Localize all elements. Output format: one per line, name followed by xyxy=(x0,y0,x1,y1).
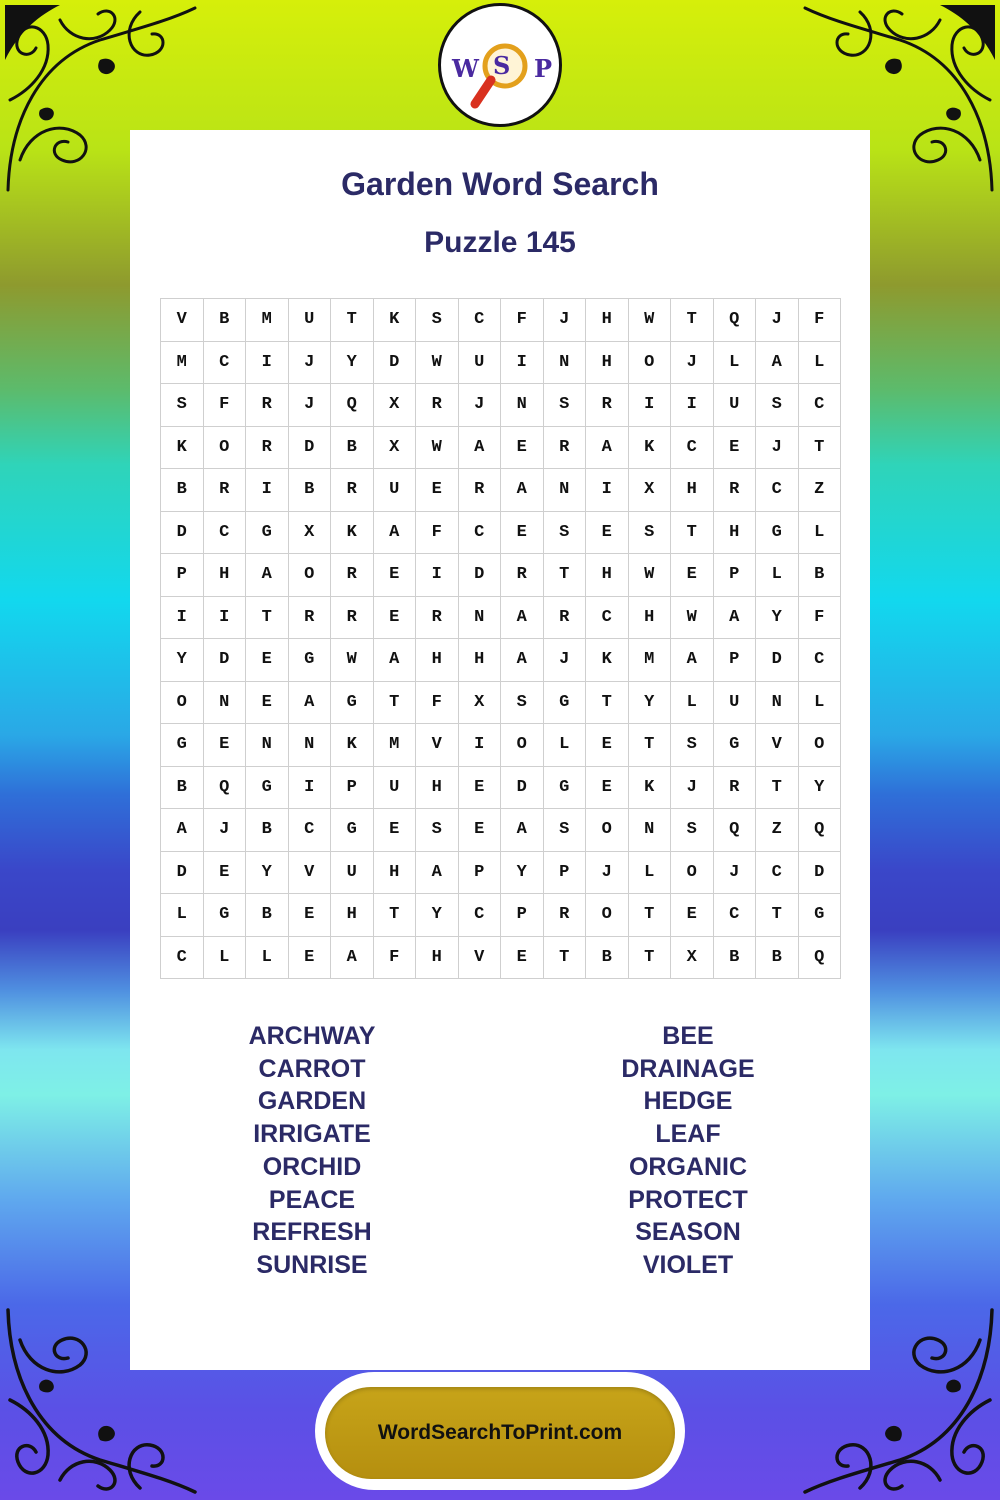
grid-cell[interactable]: C xyxy=(161,936,204,979)
grid-cell[interactable]: A xyxy=(373,511,416,554)
grid-cell[interactable]: E xyxy=(373,554,416,597)
grid-cell[interactable]: O xyxy=(671,851,714,894)
word-list-item: VIOLET xyxy=(642,1250,734,1279)
grid-cell[interactable]: U xyxy=(713,681,756,724)
grid-cell[interactable]: W xyxy=(628,554,671,597)
grid-cell[interactable]: S xyxy=(671,724,714,767)
word-list-item: BEE xyxy=(662,1022,714,1050)
grid-cell[interactable]: A xyxy=(246,554,289,597)
grid-cell[interactable]: E xyxy=(501,426,544,469)
grid-cell[interactable]: H xyxy=(671,469,714,512)
grid-cell[interactable]: U xyxy=(713,384,756,427)
grid-cell[interactable]: K xyxy=(628,766,671,809)
grid-cell[interactable]: O xyxy=(586,894,629,937)
word-list-item: PROTECT xyxy=(628,1185,748,1214)
grid-cell[interactable]: T xyxy=(628,894,671,937)
grid-cell[interactable]: G xyxy=(543,681,586,724)
grid-cell[interactable]: N xyxy=(543,469,586,512)
grid-cell[interactable]: B xyxy=(331,426,374,469)
grid-cell[interactable]: G xyxy=(798,894,841,937)
word-list-item: DRAINAGE xyxy=(621,1054,755,1083)
grid-cell[interactable]: Y xyxy=(628,681,671,724)
site-logo[interactable] xyxy=(438,3,562,127)
grid-cell[interactable]: G xyxy=(288,639,331,682)
grid-cell[interactable]: L xyxy=(798,341,841,384)
grid-cell[interactable]: T xyxy=(543,936,586,979)
grid-cell[interactable]: G xyxy=(543,766,586,809)
word-list-item: CARROT xyxy=(258,1054,366,1083)
grid-cell[interactable]: Y xyxy=(756,596,799,639)
grid-cell[interactable]: P xyxy=(713,639,756,682)
grid-cell[interactable]: S xyxy=(543,384,586,427)
grid-cell[interactable]: T xyxy=(756,894,799,937)
grid-row xyxy=(161,384,841,427)
grid-cell[interactable]: Z xyxy=(798,469,841,512)
grid-cell[interactable]: Y xyxy=(798,766,841,809)
grid-cell[interactable]: B xyxy=(586,936,629,979)
grid-cell[interactable]: B xyxy=(161,469,204,512)
grid-row xyxy=(161,681,841,724)
grid-cell[interactable]: Y xyxy=(161,639,204,682)
grid-cell[interactable]: E xyxy=(586,511,629,554)
grid-cell[interactable]: R xyxy=(331,554,374,597)
grid-cell[interactable]: N xyxy=(756,681,799,724)
grid-cell[interactable]: R xyxy=(543,894,586,937)
grid-cell[interactable]: L xyxy=(756,554,799,597)
grid-cell[interactable]: O xyxy=(628,341,671,384)
grid-cell[interactable]: K xyxy=(586,639,629,682)
grid-cell[interactable]: I xyxy=(671,384,714,427)
grid-cell[interactable]: K xyxy=(628,426,671,469)
grid-cell[interactable]: T xyxy=(373,681,416,724)
grid-cell[interactable]: S xyxy=(161,384,204,427)
grid-cell[interactable]: N xyxy=(458,596,501,639)
grid-cell[interactable]: E xyxy=(671,894,714,937)
grid-cell[interactable]: B xyxy=(246,809,289,852)
grid-row xyxy=(161,766,841,809)
page-title: Garden Word Search xyxy=(341,166,659,202)
grid-cell[interactable]: N xyxy=(246,724,289,767)
grid-cell[interactable]: E xyxy=(246,639,289,682)
grid-cell[interactable]: E xyxy=(373,596,416,639)
grid-cell[interactable]: F xyxy=(416,511,459,554)
grid-cell[interactable]: A xyxy=(458,426,501,469)
grid-cell[interactable]: H xyxy=(586,554,629,597)
grid-cell[interactable]: C xyxy=(713,894,756,937)
grid-cell[interactable]: W xyxy=(416,426,459,469)
word-list-item: PEACE xyxy=(268,1185,356,1214)
grid-cell[interactable]: H xyxy=(458,639,501,682)
grid-cell[interactable]: Y xyxy=(416,894,459,937)
grid-cell[interactable]: L xyxy=(671,681,714,724)
grid-cell[interactable]: C xyxy=(288,809,331,852)
grid-cell[interactable]: A xyxy=(161,809,204,852)
word-list-item: GARDEN xyxy=(257,1087,367,1116)
grid-cell[interactable]: A xyxy=(713,596,756,639)
grid-cell[interactable]: H xyxy=(416,639,459,682)
grid-cell[interactable]: C xyxy=(458,299,501,342)
word-list-item: IRRIGATE xyxy=(253,1120,371,1149)
grid-cell[interactable]: I xyxy=(416,554,459,597)
grid-cell[interactable]: K xyxy=(161,426,204,469)
word-list-item: SEASON xyxy=(635,1218,741,1247)
grid-cell[interactable]: V xyxy=(756,724,799,767)
grid-cell[interactable]: Y xyxy=(246,851,289,894)
grid-cell[interactable]: H xyxy=(586,299,629,342)
grid-cell[interactable]: T xyxy=(671,299,714,342)
grid-cell[interactable]: R xyxy=(713,469,756,512)
grid-cell[interactable]: O xyxy=(501,724,544,767)
grid-cell[interactable]: V xyxy=(416,724,459,767)
grid-cell[interactable]: R xyxy=(713,766,756,809)
grid-cell[interactable]: Q xyxy=(713,809,756,852)
grid-cell[interactable]: K xyxy=(331,724,374,767)
grid-cell[interactable]: V xyxy=(458,936,501,979)
grid-cell[interactable]: F xyxy=(798,299,841,342)
grid-cell[interactable]: X xyxy=(458,681,501,724)
grid-cell[interactable]: C xyxy=(586,596,629,639)
grid-cell[interactable]: L xyxy=(161,894,204,937)
grid-cell[interactable]: O xyxy=(288,554,331,597)
grid-cell[interactable]: U xyxy=(288,299,331,342)
grid-cell[interactable]: J xyxy=(671,341,714,384)
grid-cell[interactable]: P xyxy=(501,894,544,937)
grid-cell[interactable]: C xyxy=(458,894,501,937)
grid-row xyxy=(161,596,841,639)
grid-cell[interactable]: B xyxy=(756,936,799,979)
grid-row xyxy=(161,894,841,937)
grid-cell[interactable]: F xyxy=(373,936,416,979)
grid-cell[interactable]: H xyxy=(586,341,629,384)
grid-row xyxy=(161,724,841,767)
grid-cell[interactable]: E xyxy=(203,851,246,894)
grid-cell[interactable]: M xyxy=(373,724,416,767)
grid-cell[interactable]: P xyxy=(713,554,756,597)
grid-cell[interactable]: K xyxy=(331,511,374,554)
grid-cell[interactable]: J xyxy=(756,426,799,469)
letter-grid xyxy=(160,298,841,979)
grid-row xyxy=(161,639,841,682)
puzzle-number: Puzzle 145 xyxy=(424,226,576,259)
grid-cell[interactable]: H xyxy=(416,766,459,809)
grid-cell[interactable]: S xyxy=(628,511,671,554)
grid-row xyxy=(161,809,841,852)
grid-cell[interactable]: R xyxy=(246,426,289,469)
grid-cell[interactable]: C xyxy=(798,639,841,682)
grid-cell[interactable]: D xyxy=(501,766,544,809)
grid-cell[interactable]: A xyxy=(501,809,544,852)
grid-cell[interactable]: B xyxy=(203,299,246,342)
grid-cell[interactable]: C xyxy=(458,511,501,554)
grid-cell[interactable]: J xyxy=(713,851,756,894)
grid-cell[interactable]: E xyxy=(501,511,544,554)
grid-cell[interactable]: H xyxy=(331,894,374,937)
grid-cell[interactable]: J xyxy=(756,299,799,342)
grid-cell[interactable]: F xyxy=(416,681,459,724)
grid-cell[interactable]: I xyxy=(586,469,629,512)
grid-cell[interactable]: W xyxy=(331,639,374,682)
grid-cell[interactable]: E xyxy=(203,724,246,767)
grid-cell[interactable]: Z xyxy=(756,809,799,852)
grid-cell[interactable]: W xyxy=(628,299,671,342)
grid-cell[interactable]: R xyxy=(331,596,374,639)
grid-cell[interactable]: N xyxy=(501,384,544,427)
grid-cell[interactable]: W xyxy=(416,341,459,384)
grid-cell[interactable]: A xyxy=(331,936,374,979)
grid-cell[interactable]: M xyxy=(628,639,671,682)
grid-cell[interactable]: H xyxy=(373,851,416,894)
grid-cell[interactable]: Q xyxy=(798,936,841,979)
grid-cell[interactable]: E xyxy=(288,936,331,979)
grid-cell[interactable]: B xyxy=(246,894,289,937)
grid-cell[interactable]: R xyxy=(203,469,246,512)
grid-cell[interactable]: T xyxy=(543,554,586,597)
grid-cell[interactable]: Q xyxy=(713,299,756,342)
grid-cell[interactable]: G xyxy=(161,724,204,767)
grid-cell[interactable]: E xyxy=(501,936,544,979)
puzzle-card xyxy=(130,130,870,1370)
grid-cell[interactable]: C xyxy=(798,384,841,427)
grid-cell[interactable]: G xyxy=(756,511,799,554)
grid-cell[interactable]: D xyxy=(288,426,331,469)
grid-cell[interactable]: S xyxy=(671,809,714,852)
grid-cell[interactable]: C xyxy=(756,851,799,894)
grid-cell[interactable]: X xyxy=(373,426,416,469)
grid-cell[interactable]: H xyxy=(628,596,671,639)
grid-cell[interactable]: J xyxy=(543,639,586,682)
grid-cell[interactable]: D xyxy=(756,639,799,682)
word-list-item: ORGANIC xyxy=(628,1152,748,1181)
grid-cell[interactable]: I xyxy=(501,341,544,384)
grid-cell[interactable]: W xyxy=(671,596,714,639)
grid-cell[interactable]: E xyxy=(671,554,714,597)
grid-cell[interactable]: A xyxy=(586,426,629,469)
grid-cell[interactable]: J xyxy=(586,851,629,894)
word-list-item: ARCHWAY xyxy=(248,1022,376,1050)
grid-cell[interactable]: I xyxy=(161,596,204,639)
grid-cell[interactable]: M xyxy=(161,341,204,384)
grid-cell[interactable]: L xyxy=(798,511,841,554)
grid-cell[interactable]: T xyxy=(246,596,289,639)
grid-cell[interactable]: B xyxy=(798,554,841,597)
grid-cell[interactable]: G xyxy=(331,681,374,724)
grid-cell[interactable]: I xyxy=(628,384,671,427)
grid-cell[interactable]: R xyxy=(543,596,586,639)
grid-cell[interactable]: T xyxy=(798,426,841,469)
grid-cell[interactable]: Y xyxy=(501,851,544,894)
grid-cell[interactable]: A xyxy=(416,851,459,894)
grid-cell[interactable]: R xyxy=(543,426,586,469)
grid-cell[interactable]: I xyxy=(458,724,501,767)
logo-letter-p: P xyxy=(534,54,553,83)
grid-cell[interactable]: D xyxy=(798,851,841,894)
grid-cell[interactable]: O xyxy=(203,426,246,469)
grid-cell[interactable]: X xyxy=(671,936,714,979)
grid-row xyxy=(161,936,841,979)
grid-cell[interactable]: T xyxy=(671,511,714,554)
grid-cell[interactable]: P xyxy=(543,851,586,894)
grid-cell[interactable]: C xyxy=(756,469,799,512)
grid-cell[interactable]: Q xyxy=(331,384,374,427)
grid-cell[interactable]: U xyxy=(458,341,501,384)
word-list-item: ORCHID xyxy=(262,1152,362,1181)
grid-cell[interactable]: A xyxy=(501,639,544,682)
grid-cell[interactable]: O xyxy=(798,724,841,767)
word-list-item: LEAF xyxy=(655,1120,721,1149)
grid-cell[interactable]: L xyxy=(543,724,586,767)
grid-cell[interactable]: V xyxy=(161,299,204,342)
grid-cell[interactable]: J xyxy=(671,766,714,809)
grid-cell[interactable]: P xyxy=(458,851,501,894)
grid-cell[interactable]: Y xyxy=(331,341,374,384)
grid-cell[interactable]: A xyxy=(501,596,544,639)
grid-cell[interactable]: X xyxy=(288,511,331,554)
grid-cell[interactable]: P xyxy=(161,554,204,597)
grid-cell[interactable]: T xyxy=(373,894,416,937)
logo-letter-s: S xyxy=(493,51,511,80)
grid-cell[interactable]: E xyxy=(586,766,629,809)
grid-cell[interactable]: J xyxy=(543,299,586,342)
grid-cell[interactable]: T xyxy=(586,681,629,724)
grid-cell[interactable]: R xyxy=(501,554,544,597)
grid-cell[interactable]: I xyxy=(288,766,331,809)
grid-cell[interactable]: B xyxy=(161,766,204,809)
grid-cell[interactable]: D xyxy=(161,511,204,554)
grid-cell[interactable]: D xyxy=(373,341,416,384)
grid-cell[interactable]: S xyxy=(416,299,459,342)
grid-cell[interactable]: P xyxy=(331,766,374,809)
grid-cell[interactable]: D xyxy=(161,851,204,894)
grid-cell[interactable]: X xyxy=(628,469,671,512)
grid-cell[interactable]: H xyxy=(713,511,756,554)
grid-cell[interactable]: E xyxy=(458,766,501,809)
grid-row xyxy=(161,554,841,597)
grid-cell[interactable]: H xyxy=(416,936,459,979)
grid-cell[interactable]: R xyxy=(331,469,374,512)
grid-cell[interactable]: E xyxy=(416,469,459,512)
grid-cell[interactable]: C xyxy=(203,511,246,554)
grid-cell[interactable]: M xyxy=(246,299,289,342)
grid-cell[interactable]: L xyxy=(628,851,671,894)
grid-cell[interactable]: F xyxy=(798,596,841,639)
grid-cell[interactable]: E xyxy=(288,894,331,937)
grid-cell[interactable]: B xyxy=(713,936,756,979)
grid-cell[interactable]: A xyxy=(501,469,544,512)
grid-cell[interactable]: A xyxy=(756,341,799,384)
grid-cell[interactable]: H xyxy=(203,554,246,597)
grid-cell[interactable]: K xyxy=(373,299,416,342)
grid-cell[interactable]: R xyxy=(458,469,501,512)
grid-cell[interactable]: R xyxy=(416,596,459,639)
grid-cell[interactable]: C xyxy=(671,426,714,469)
site-link-button[interactable]: WordSearchToPrint.com xyxy=(325,1387,675,1479)
grid-cell[interactable]: E xyxy=(586,724,629,767)
grid-cell[interactable]: J xyxy=(288,384,331,427)
grid-cell[interactable]: G xyxy=(713,724,756,767)
grid-cell[interactable]: N xyxy=(543,341,586,384)
grid-cell[interactable]: A xyxy=(373,639,416,682)
grid-cell[interactable]: I xyxy=(246,469,289,512)
grid-cell[interactable]: V xyxy=(288,851,331,894)
grid-cell[interactable]: L xyxy=(246,936,289,979)
grid-cell[interactable]: G xyxy=(246,766,289,809)
grid-cell[interactable]: G xyxy=(246,511,289,554)
grid-cell[interactable]: T xyxy=(628,724,671,767)
grid-row xyxy=(161,851,841,894)
word-list-item: REFRESH xyxy=(252,1218,372,1247)
grid-cell[interactable]: T xyxy=(628,936,671,979)
grid-cell[interactable]: R xyxy=(586,384,629,427)
grid-row xyxy=(161,341,841,384)
grid-row xyxy=(161,426,841,469)
logo-letter-w: W xyxy=(452,54,479,83)
grid-cell[interactable]: S xyxy=(416,809,459,852)
grid-cell[interactable]: J xyxy=(458,384,501,427)
grid-cell[interactable]: L xyxy=(203,936,246,979)
grid-cell[interactable]: F xyxy=(203,384,246,427)
grid-cell[interactable]: R xyxy=(288,596,331,639)
grid-cell[interactable]: L xyxy=(713,341,756,384)
grid-cell[interactable]: E xyxy=(373,809,416,852)
grid-cell[interactable]: J xyxy=(203,809,246,852)
grid-cell[interactable]: U xyxy=(331,851,374,894)
grid-cell[interactable]: U xyxy=(373,469,416,512)
grid-cell[interactable]: O xyxy=(161,681,204,724)
grid-cell[interactable]: T xyxy=(756,766,799,809)
grid-cell[interactable]: X xyxy=(373,384,416,427)
grid-cell[interactable]: I xyxy=(246,341,289,384)
grid-cell[interactable]: L xyxy=(798,681,841,724)
grid-cell[interactable]: F xyxy=(501,299,544,342)
grid-cell[interactable]: E xyxy=(246,681,289,724)
grid-cell[interactable]: I xyxy=(203,596,246,639)
grid-cell[interactable]: J xyxy=(288,341,331,384)
grid-cell[interactable]: Q xyxy=(798,809,841,852)
grid-cell[interactable]: S xyxy=(543,809,586,852)
grid-cell[interactable]: D xyxy=(458,554,501,597)
grid-cell[interactable]: S xyxy=(501,681,544,724)
grid-cell[interactable]: C xyxy=(203,341,246,384)
grid-cell[interactable]: A xyxy=(671,639,714,682)
grid-cell[interactable]: B xyxy=(288,469,331,512)
grid-cell[interactable]: E xyxy=(713,426,756,469)
grid-cell[interactable]: T xyxy=(331,299,374,342)
grid-row xyxy=(161,511,841,554)
grid-cell[interactable]: R xyxy=(416,384,459,427)
grid-cell[interactable]: E xyxy=(458,809,501,852)
grid-row xyxy=(161,469,841,512)
grid-cell[interactable]: R xyxy=(246,384,289,427)
word-list-left xyxy=(162,1020,462,1282)
grid-cell[interactable]: S xyxy=(756,384,799,427)
word-list-item: HEDGE xyxy=(643,1087,733,1116)
grid-cell[interactable]: N xyxy=(203,681,246,724)
grid-cell[interactable]: O xyxy=(586,809,629,852)
grid-cell[interactable]: U xyxy=(373,766,416,809)
grid-cell[interactable]: A xyxy=(288,681,331,724)
grid-row xyxy=(161,299,841,342)
word-list-item: SUNRISE xyxy=(256,1250,368,1279)
word-list-right xyxy=(538,1020,838,1282)
grid-cell[interactable]: N xyxy=(288,724,331,767)
grid-cell[interactable]: Q xyxy=(203,766,246,809)
grid-cell[interactable]: G xyxy=(331,809,374,852)
grid-cell[interactable]: N xyxy=(628,809,671,852)
grid-cell[interactable]: S xyxy=(543,511,586,554)
grid-cell[interactable]: D xyxy=(203,639,246,682)
grid-cell[interactable]: G xyxy=(203,894,246,937)
